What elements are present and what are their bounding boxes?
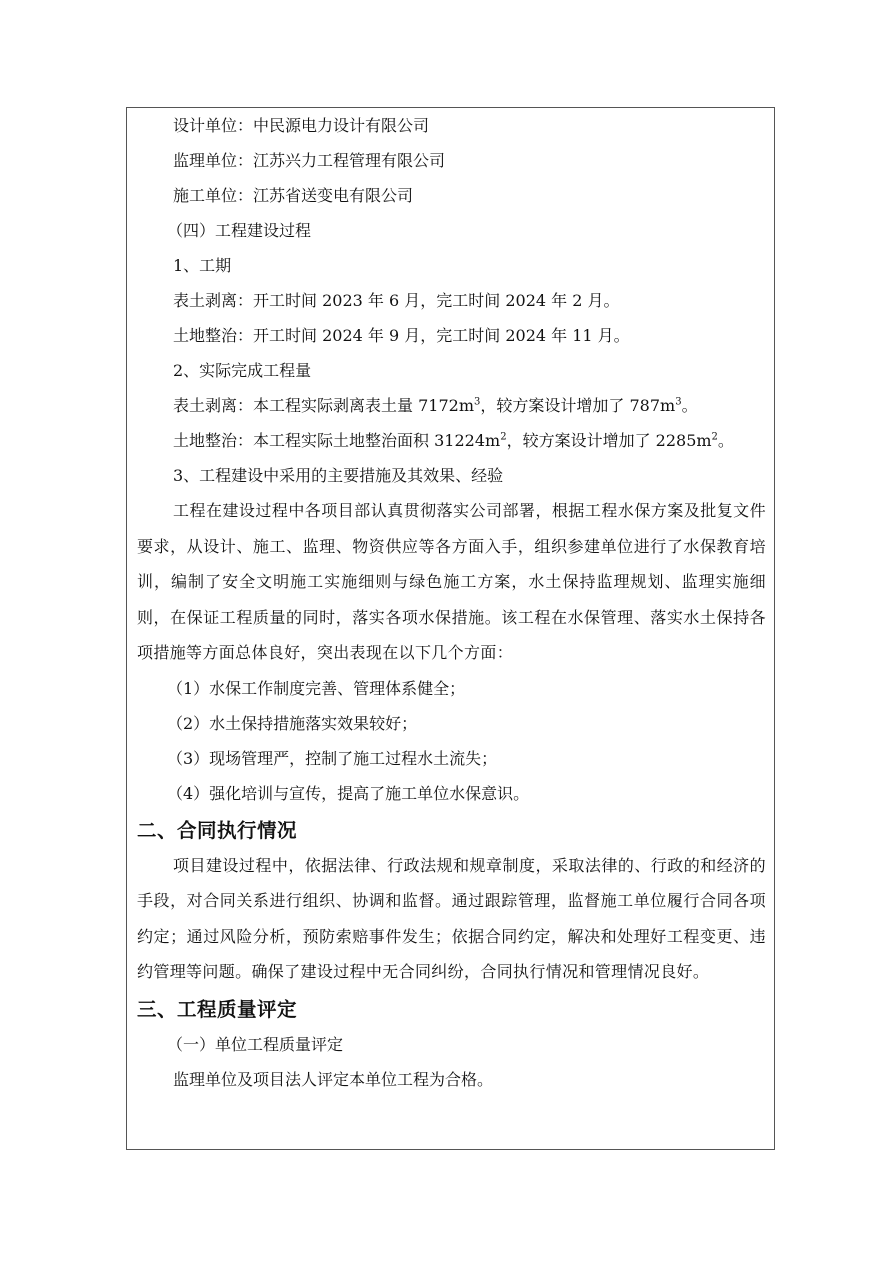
stripping-period-line (137, 283, 766, 318)
stripping-period-label: 表土剥离： (173, 291, 254, 310)
quality-sub-heading: （一）单位工程质量评定 (167, 1034, 344, 1054)
process-heading: （四）工程建设过程 (167, 221, 312, 240)
land-quantity-sup-a: 2 (500, 431, 507, 443)
contract-paragraph: 项目建设过程中，依据法律、行政法规和规章制度，采取法律的、行政的和经济的手段，对合同关系进行组织、协调和监督。通过跟踪管理，监督施工单位履行合同各项约定；通过风险分析，预防索赔事件发生；依据合同约定，解决和处理好工程变更、违约管理等问题。确保了建设过程中无合同纠纷，合同执行情况和管理情况良好。 (137, 855, 766, 981)
period-title: 1、工期 (173, 256, 232, 275)
stripping-quantity-line (137, 388, 766, 423)
land-quantity-sup-b: 2 (711, 431, 718, 443)
measures-paragraph: 工程在建设过程中各项目部认真贯彻落实公司部署，根据工程水保方案及批复文件要求，从设计、施工、监理、物资供应等各方面入手，组织参建单位进行了水保教育培训，编制了安全文明施工实施细则与绿色施工方案，水土保持监理规划、监理实施细则，在保证工程质量的同时，落实各项水保措施。该工程在水保管理、落实水土保持各项措施等方面总体良好，突出表现在以下几个方面： (137, 501, 766, 662)
contract-heading: 二、合同执行情况 (137, 818, 298, 842)
quality-text: 监理单位及项目法人评定本单位工程为合格。 (173, 1069, 494, 1089)
measure-point-2: （2）水土保持措施落实效果较好； (167, 713, 418, 733)
stripping-period-text: 开工时间 2023 年 6 月，完工时间 2024 年 2 月。 (253, 291, 620, 310)
construction-unit-line (137, 178, 766, 213)
land-period-line (137, 318, 766, 353)
measures-title: 3、工程建设中采用的主要措施及其效果、经验 (173, 466, 504, 485)
design-unit-label: 设计单位： (173, 116, 254, 135)
stripping-quantity-sup-b: 3 (675, 396, 682, 408)
design-unit-value: 中民源电力设计有限公司 (253, 116, 430, 135)
construction-unit-value: 江苏省送变电有限公司 (253, 186, 414, 205)
land-period-text: 开工时间 2024 年 9 月，完工时间 2024 年 11 月。 (253, 326, 630, 345)
supervision-unit-line (137, 143, 766, 178)
land-quantity-text-c: 。 (717, 431, 734, 450)
design-unit-line (137, 108, 766, 143)
land-quantity-text-a: 本工程实际土地整治面积 31224m (253, 431, 501, 450)
quality-heading: 三、工程质量评定 (137, 997, 298, 1021)
supervision-unit-label: 监理单位： (173, 151, 254, 170)
document-content (137, 108, 766, 1097)
stripping-quantity-text-c: 。 (681, 396, 698, 415)
quantity-title: 2、实际完成工程量 (173, 361, 312, 380)
stripping-quantity-text-b: ，较方案设计增加了 787m (480, 396, 676, 415)
land-period-label: 土地整治： (173, 326, 254, 345)
stripping-quantity-sup-a: 3 (474, 396, 481, 408)
measure-point-3: （3）现场管理严，控制了施工过程水土流失； (167, 748, 498, 768)
land-quantity-label: 土地整治： (173, 431, 254, 450)
document-table-frame (126, 107, 775, 1150)
measure-point-4: （4）强化培训与宣传，提高了施工单位水保意识。 (167, 783, 530, 803)
stripping-quantity-label: 表土剥离： (173, 396, 254, 415)
land-quantity-text-b: ，较方案设计增加了 2285m (506, 431, 712, 450)
construction-unit-label: 施工单位： (173, 186, 254, 205)
measure-point-1: （1）水保工作制度完善、管理体系健全； (167, 678, 466, 698)
land-quantity-line (137, 423, 766, 458)
stripping-quantity-text-a: 本工程实际剥离表土量 7172m (253, 396, 474, 415)
supervision-unit-value: 江苏兴力工程管理有限公司 (253, 151, 446, 170)
